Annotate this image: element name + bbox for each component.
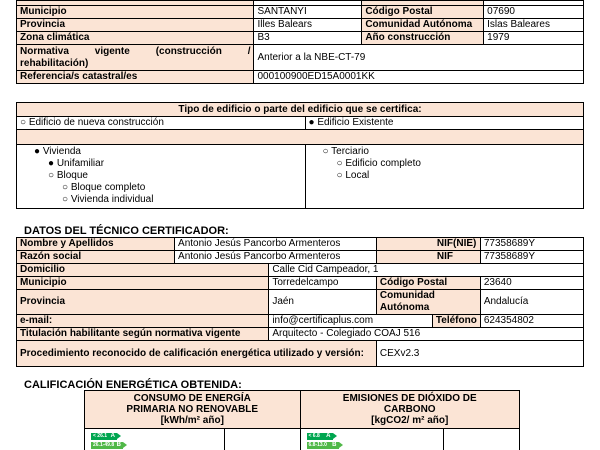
municipio-label: Municipio: [17, 6, 254, 19]
nif-label: NIF: [376, 251, 480, 264]
razon-label: Razón social: [17, 251, 175, 264]
domicilio-label: Domicilio: [17, 264, 269, 277]
tec-provincia-label: Provincia: [17, 290, 269, 315]
emisiones-bar-a: < 6.8 A: [308, 433, 331, 439]
option-edificio-existente: ● Edificio Existente: [305, 117, 584, 130]
calificacion-section-title: CALIFICACIÓN ENERGÉTICA OBTENIDA:: [24, 379, 242, 391]
cp-label: Código Postal: [362, 6, 484, 19]
building-data-table: [16, 0, 584, 84]
tecnico-table: [16, 237, 584, 367]
tec-cp-value: 23640: [480, 277, 583, 290]
emisiones-rating-cell: [444, 429, 520, 450]
anio-value: 1979: [484, 32, 584, 45]
referencia-value: 000100900ED15A0001KK: [254, 71, 584, 84]
municipio-value: SANTANYI: [254, 6, 362, 19]
nombre-label: Nombre y Apellidos: [17, 238, 175, 251]
tec-municipio-value: Torredelcampo: [269, 277, 377, 290]
email-label: e-mail:: [17, 315, 269, 328]
emisiones-scale: [300, 429, 444, 450]
emisiones-bar-b: 6.8-13.0 B: [308, 442, 337, 448]
provincia-value: Illes Balears: [254, 19, 362, 32]
normativa-value: Anterior a la NBE-CT-79: [254, 45, 584, 71]
tec-provincia-value: Jaén: [269, 290, 377, 315]
nif-value: 77358689Y: [480, 251, 583, 264]
consumo-scale: [85, 429, 225, 450]
consumo-header: CONSUMO DE ENERGÍA PRIMARIA NO RENOVABLE [kWh/m² año]: [85, 391, 301, 429]
option-vivienda: ● Vivienda: [34, 146, 81, 157]
option-unifamiliar: ● Unifamiliar: [48, 158, 105, 169]
razon-value: Antonio Jesús Pancorbo Armenteros: [175, 251, 377, 264]
tipo-header: Tipo de edificio o parte del edificio que se certifica:: [17, 103, 584, 117]
tecnico-section-title: DATOS DEL TÉCNICO CERTIFICADOR:: [24, 225, 229, 237]
option-bloque-completo: ○ Bloque completo: [62, 182, 146, 193]
emisiones-header: EMISIONES DE DIÓXIDO DE CARBONO [kgCO2/ m² año]: [300, 391, 520, 429]
tec-comunidad-label: Comunidad Autónoma: [376, 290, 480, 315]
option-nueva-construccion: ○ Edificio de nueva construcción: [17, 117, 306, 130]
option-vivienda-individual: ○ Vivienda individual: [62, 194, 154, 205]
tec-cp-label: Código Postal: [376, 277, 480, 290]
option-terciario: ○ Terciario: [322, 146, 369, 157]
nombre-value: Antonio Jesús Pancorbo Armenteros: [175, 238, 377, 251]
cp-value: 07690: [484, 6, 584, 19]
consumo-bar-a: < 26.1 A: [93, 433, 115, 439]
provincia-label: Provincia: [17, 19, 254, 32]
procedimiento-value: CEXv2.3: [376, 341, 583, 367]
calificacion-table: [84, 390, 520, 450]
anio-label: Año construcción: [362, 32, 484, 45]
titulacion-label: Titulación habilitante según normativa vigente: [17, 328, 269, 341]
consumo-rating-cell: [224, 429, 300, 450]
tec-comunidad-value: Andalucía: [480, 290, 583, 315]
domicilio-value: Calle Cid Campeador, 1: [269, 264, 584, 277]
option-local: ○ Local: [336, 170, 370, 181]
zona-value: B3: [254, 32, 362, 45]
email-value: info@certificaplus.com: [269, 315, 433, 328]
nif-nie-label: NIF(NIE): [376, 238, 480, 251]
tipo-edificio-table: [16, 102, 584, 209]
option-edificio-completo: ○ Edificio completo: [336, 158, 421, 169]
consumo-bar-b: 26.1-49.8 B: [93, 442, 121, 448]
zona-label: Zona climática: [17, 32, 254, 45]
titulacion-value: Arquitecto - Colegiado COAJ 516: [269, 328, 584, 341]
terciario-options: [305, 145, 584, 209]
vivienda-options: [17, 145, 306, 209]
normativa-label: Normativa vigente (construcción / rehabilitación): [17, 45, 254, 71]
option-bloque: ○ Bloque: [48, 170, 88, 181]
nif-nie-value: 77358689Y: [480, 238, 583, 251]
procedimiento-label: Procedimiento reconocido de calificación energética utilizado y versión:: [17, 341, 377, 367]
referencia-label: Referencia/s catastral/es: [17, 71, 254, 84]
comunidad-value: Islas Baleares: [484, 19, 584, 32]
telefono-label: Teléfono: [432, 315, 480, 328]
telefono-value: 624354802: [480, 315, 583, 328]
tec-municipio-label: Municipio: [17, 277, 269, 290]
comunidad-label: Comunidad Autónoma: [362, 19, 484, 32]
